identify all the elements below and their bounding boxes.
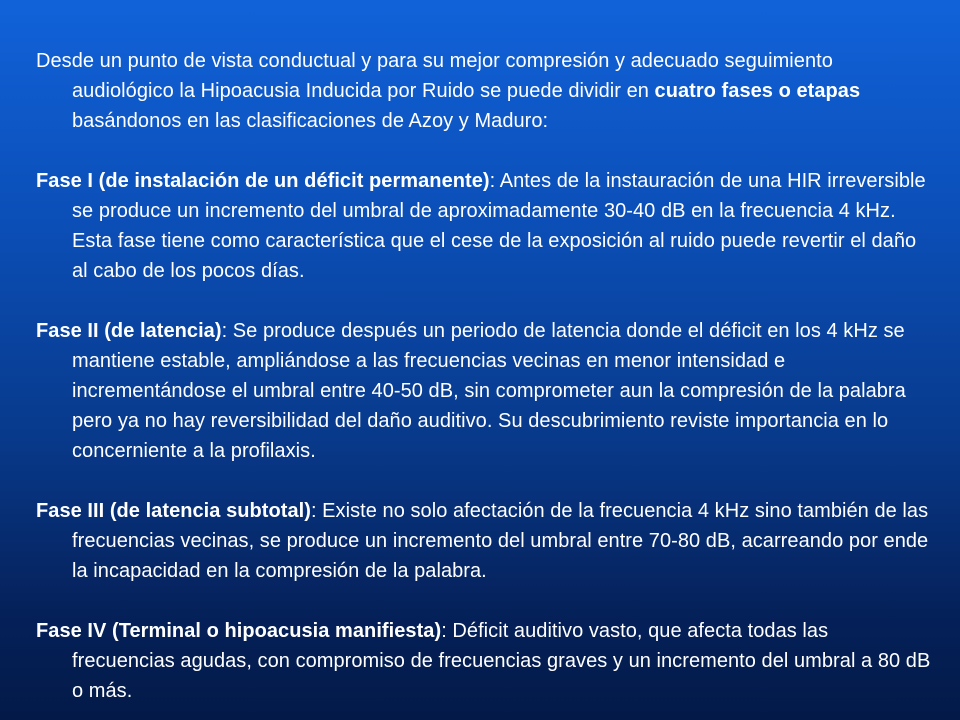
phase-2-paragraph (36, 316, 936, 466)
phase-2-text: : Se produce después un periodo de latencia donde el déficit en los 4 kHz se mantiene estable, ampliándose a las frecuencias vecinas en menor intensidad e incrementándose el umbral entre 40-50 dB, sin comprometer aun la compresión de la palabra pero ya no hay reversibilidad del daño auditivo. Su descubrimiento reviste importancia en lo concerniente a la profilaxis. (72, 320, 906, 462)
intro-paragraph (36, 46, 936, 136)
intro-text-start: Desde un punto de vista conductual y para su mejor compresión y adecuado seguimiento audiológico la Hipoacusia Inducida por Ruido se puede dividir en (36, 50, 833, 102)
phase-4-title: Fase IV (Terminal o hipoacusia manifiesta) (36, 620, 442, 642)
phase-1-paragraph (36, 166, 936, 286)
phase-3-title: Fase III (de latencia subtotal) (36, 500, 311, 522)
phase-3-paragraph (36, 496, 936, 586)
phase-4-paragraph (36, 616, 936, 706)
phase-2-title: Fase II (de latencia) (36, 320, 222, 342)
slide-content (36, 46, 936, 706)
phase-1-title: Fase I (de instalación de un déficit permanente) (36, 170, 490, 192)
phase-1-text: : Antes de la instauración de una HIR irreversible se produce un incremento del umbral de aproximadamente 30-40 dB en la frecuencia 4 kHz. Esta fase tiene como característica que el cese de la exposición al ruido puede revertir el daño al cabo de los pocos días. (72, 170, 926, 282)
intro-bold-phrase: cuatro fases o etapas (654, 80, 861, 102)
phase-4-text: : Déficit auditivo vasto, que afecta todas las frecuencias agudas, con compromiso de frecuencias graves y un incremento del umbral a 80 dB o más. (72, 620, 931, 702)
intro-text-end: basándonos en las clasificaciones de Azoy y Maduro: (72, 110, 549, 132)
phase-3-text: : Existe no solo afectación de la frecuencia 4 kHz sino también de las frecuencias vecinas, se produce un incremento del umbral entre 70-80 dB, acarreando por ende la incapacidad en la compresión de la palabra. (72, 500, 929, 582)
